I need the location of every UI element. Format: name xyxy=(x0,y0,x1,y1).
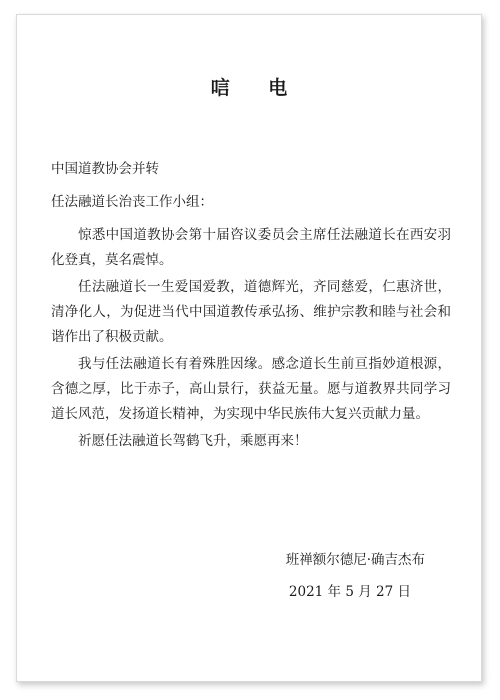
letter-title: 唁 电 xyxy=(210,77,304,99)
body-paragraph-4: 祈愿任法融道长驾鹤飞升，乘愿再来！ xyxy=(78,433,308,449)
body-paragraph-1: 惊悉中国道教协会第十届咨议委员会主席任法融道长在西安羽化登真，莫名震悼。 xyxy=(51,227,451,268)
condolence-letter xyxy=(16,14,482,682)
body-paragraph-3: 我与任法融道长有着殊胜因缘。感念道长生前亘指妙道根源，含德之厚，比于赤子，高山景行，获益无量。愿与道教界共同学习道长风范，发扬道长精神，为实现中华民族伟大复兴贡献力量。 xyxy=(51,356,451,422)
body-paragraph-2: 任法融道长一生爱国爱教，道德辉光，齐同慈爱，仁惠济世，清净化人，为促进当代中国道教传承弘扬、维护宗教和睦与社会和谐作出了积极贡献。 xyxy=(51,279,451,345)
letter-body xyxy=(51,223,451,456)
recipient-line-1: 中国道教协会并转 xyxy=(51,161,159,177)
letter-date: 2021 年 5 月 27 日 xyxy=(288,584,411,600)
recipient-line-2: 任法融道长治丧工作小组： xyxy=(51,194,213,210)
signature: 班禅额尔德尼·确吉杰布 xyxy=(285,552,425,568)
